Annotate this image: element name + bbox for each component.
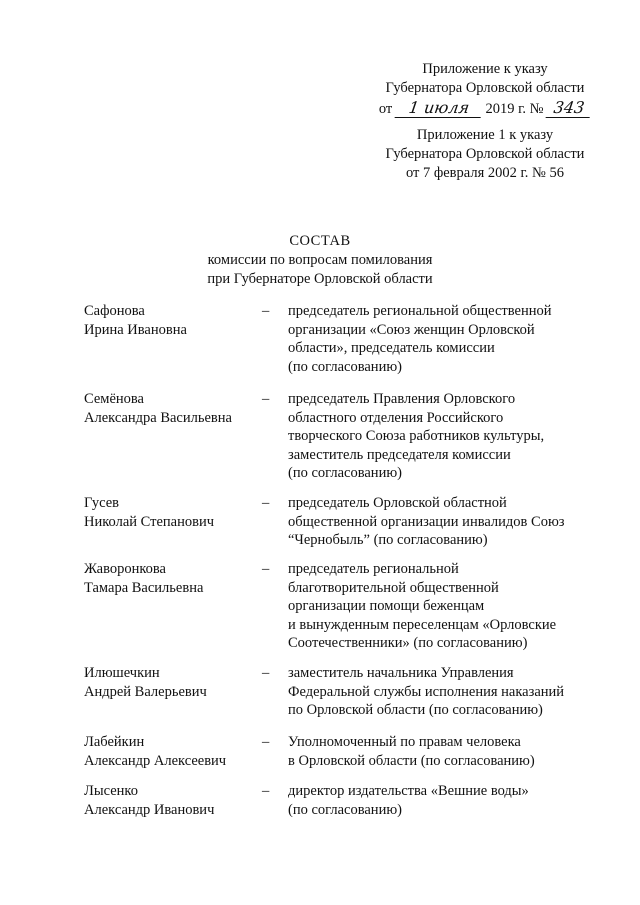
member-given-names: Ирина Ивановна	[84, 321, 187, 338]
member-surname: Семёнова	[84, 391, 144, 407]
member-given-names: Николай Степанович	[84, 513, 215, 530]
year-label: 2019 г. №	[485, 101, 544, 117]
role-line: “Чернобыль” (по согласованию)	[288, 532, 488, 548]
role-line: директор издательства «Вешние воды»	[288, 783, 529, 799]
member-role	[288, 494, 588, 550]
member-surname: Лысенко	[84, 783, 138, 799]
title-heading: СОСТАВ	[289, 233, 351, 249]
role-line: по Орловской области (по согласованию)	[288, 702, 543, 718]
appendix-authority: Губернатора Орловской области	[385, 80, 585, 96]
role-line: председатель Орловской областной	[288, 495, 507, 511]
member-given-names: Андрей Валерьевич	[84, 683, 207, 700]
appendix-header-original	[360, 126, 610, 183]
role-line: заместитель начальника Управления	[288, 665, 514, 681]
member-name	[84, 664, 254, 701]
role-line: (по согласованию)	[288, 358, 402, 375]
role-line: (по согласованию)	[288, 801, 402, 818]
member-role	[288, 560, 588, 653]
member-role	[288, 390, 588, 483]
role-line: председатель региональной общественной	[288, 303, 552, 319]
role-line: Соотечественники» (по согласованию)	[288, 635, 528, 651]
role-line: организации помощи беженцам	[288, 598, 485, 614]
role-line: организации «Союз женщин Орловской	[288, 321, 535, 338]
title-subheading: комиссии по вопросам помилования	[207, 252, 433, 268]
appendix-date-line	[360, 98, 610, 119]
separator-dash: –	[262, 783, 270, 799]
role-line: в Орловской области (по согласованию)	[288, 752, 535, 769]
original-appendix-authority: Губернатора Орловской области	[385, 146, 585, 162]
separator-dash: –	[262, 303, 270, 319]
role-line: заместитель председателя комиссии	[288, 446, 511, 463]
member-name	[84, 494, 254, 531]
separator-dash: –	[262, 561, 270, 577]
original-appendix-date: от 7 февраля 2002 г. № 56	[405, 165, 565, 181]
from-label: от	[378, 101, 393, 117]
member-given-names: Тамара Васильевна	[84, 579, 204, 596]
member-given-names: Александра Васильевна	[84, 409, 232, 426]
role-line: председатель региональной	[288, 561, 459, 577]
role-line: творческого Союза работников культуры,	[288, 428, 545, 444]
member-surname: Лабейкин	[84, 734, 145, 750]
document-title	[0, 232, 640, 289]
member-name	[84, 782, 254, 819]
member-role	[288, 733, 588, 770]
role-line: (по согласованию)	[288, 465, 402, 481]
member-given-names: Александр Алексеевич	[84, 752, 227, 769]
appendix-label: Приложение к указу	[422, 61, 548, 77]
role-line: Федеральной службы исполнения наказаний	[288, 683, 565, 700]
title-subheading-2: при Губернаторе Орловской области	[207, 271, 433, 287]
role-line: Уполномоченный по правам человека	[288, 734, 521, 750]
role-line: области», председатель комиссии	[288, 340, 495, 356]
member-name	[84, 560, 254, 597]
member-name	[84, 733, 254, 770]
member-role	[288, 664, 588, 720]
separator-dash: –	[262, 391, 270, 407]
member-surname: Сафонова	[84, 303, 145, 319]
separator-dash: –	[262, 734, 270, 750]
separator-dash: –	[262, 495, 270, 511]
role-line: благотворительной общественной	[288, 579, 499, 596]
role-line: председатель Правления Орловского	[288, 391, 516, 407]
role-line: областного отделения Российского	[288, 409, 504, 426]
member-role	[288, 782, 588, 819]
member-name	[84, 302, 254, 339]
appendix-header-current	[360, 60, 610, 119]
member-surname: Гусев	[84, 495, 119, 511]
handwritten-date: 1 июля	[394, 98, 483, 118]
member-role	[288, 302, 588, 376]
original-appendix-label: Приложение 1 к указу	[416, 127, 554, 143]
role-line: и вынужденным переселенцам «Орловские	[288, 616, 557, 633]
member-surname: Жаворонкова	[84, 561, 166, 577]
separator-dash: –	[262, 665, 270, 681]
handwritten-number: 343	[546, 98, 593, 118]
role-line: общественной организации инвалидов Союз	[288, 513, 565, 530]
member-given-names: Александр Иванович	[84, 801, 215, 818]
member-name	[84, 390, 254, 427]
member-surname: Илюшечкин	[84, 665, 160, 681]
